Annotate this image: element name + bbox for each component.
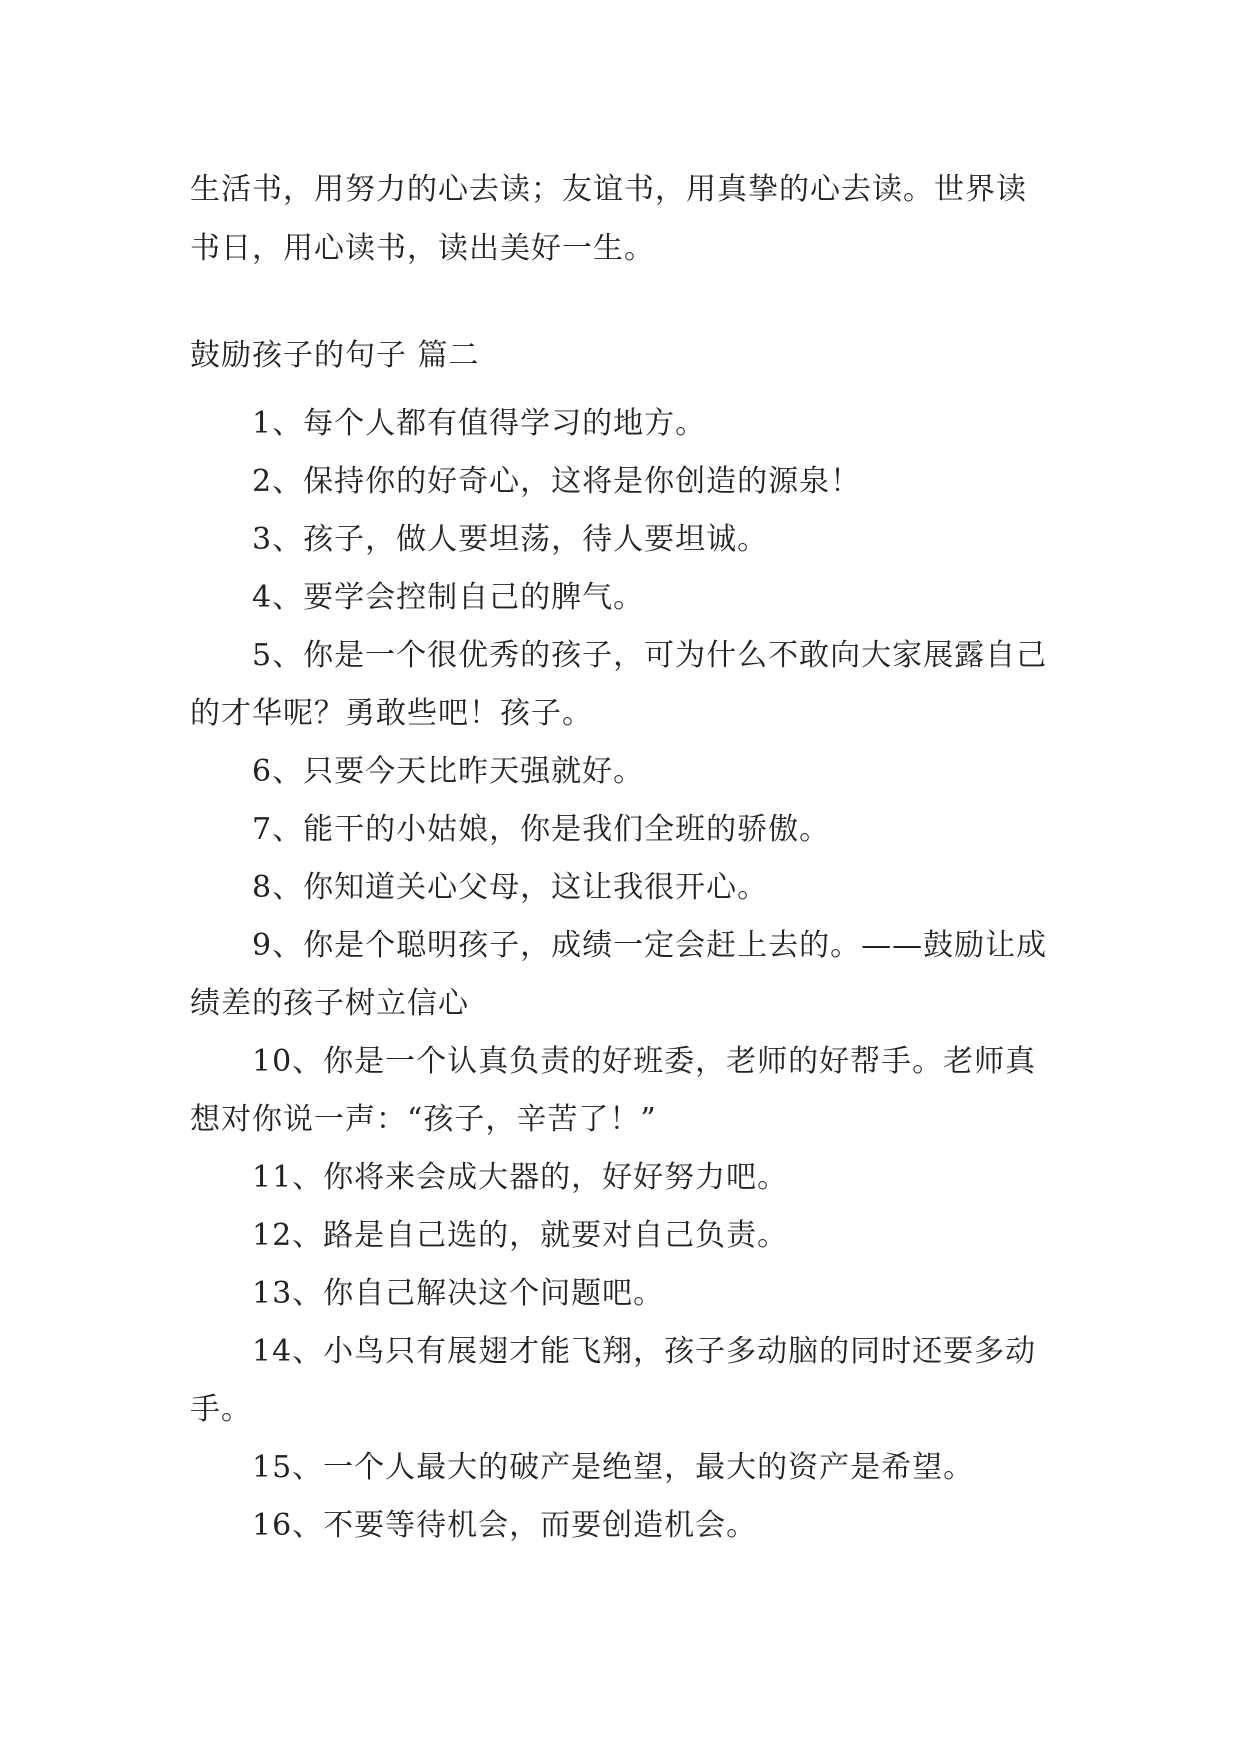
list-item: 4、要学会控制自己的脾气。 — [252, 580, 645, 615]
list-item: 7、能干的小姑娘，你是我们全班的骄傲。 — [252, 812, 831, 847]
list-item: 3、孩子，做人要坦荡，待人要坦诚。 — [252, 522, 769, 557]
list-item: 15、一个人最大的破产是绝望，最大的资产是希望。 — [252, 1450, 975, 1485]
sentence-list — [190, 395, 1050, 1555]
list-item: 14、小鸟只有展翅才能飞翔，孩子多动脑的同时还要多动手。 — [190, 1334, 1037, 1427]
list-item: 12、路是自己选的，就要对自己负责。 — [252, 1218, 789, 1253]
list-item: 5、你是一个很优秀的孩子，可为什么不敢向大家展露自己的才华呢？勇敢些吧！孩子。 — [190, 638, 1048, 731]
list-item: 1、每个人都有值得学习的地方。 — [252, 406, 707, 441]
list-item: 6、只要今天比昨天强就好。 — [252, 754, 645, 789]
list-item: 10、你是一个认真负责的好班委，老师的好帮手。老师真想对你说一声：“孩子，辛苦了！” — [190, 1044, 1037, 1137]
list-item: 8、你知道关心父母，这让我很开心。 — [252, 870, 769, 905]
list-item: 11、你将来会成大器的，好好努力吧。 — [252, 1160, 789, 1195]
intro-paragraph: 生活书，用努力的心去读；友谊书，用真挚的心去读。世界读书日，用心读书，读出美好一生。 — [190, 172, 1027, 266]
intro-paragraph-block — [190, 160, 1050, 278]
list-item: 2、保持你的好奇心，这将是你创造的源泉！ — [252, 464, 862, 499]
section-heading: 鼓励孩子的句子 篇二 — [190, 338, 480, 373]
list-item: 9、你是个聪明孩子，成绩一定会赶上去的。——鼓励让成绩差的孩子树立信心 — [190, 928, 1048, 1021]
list-item: 16、不要等待机会，而要创造机会。 — [252, 1508, 758, 1543]
list-item: 13、你自己解决这个问题吧。 — [252, 1276, 665, 1311]
